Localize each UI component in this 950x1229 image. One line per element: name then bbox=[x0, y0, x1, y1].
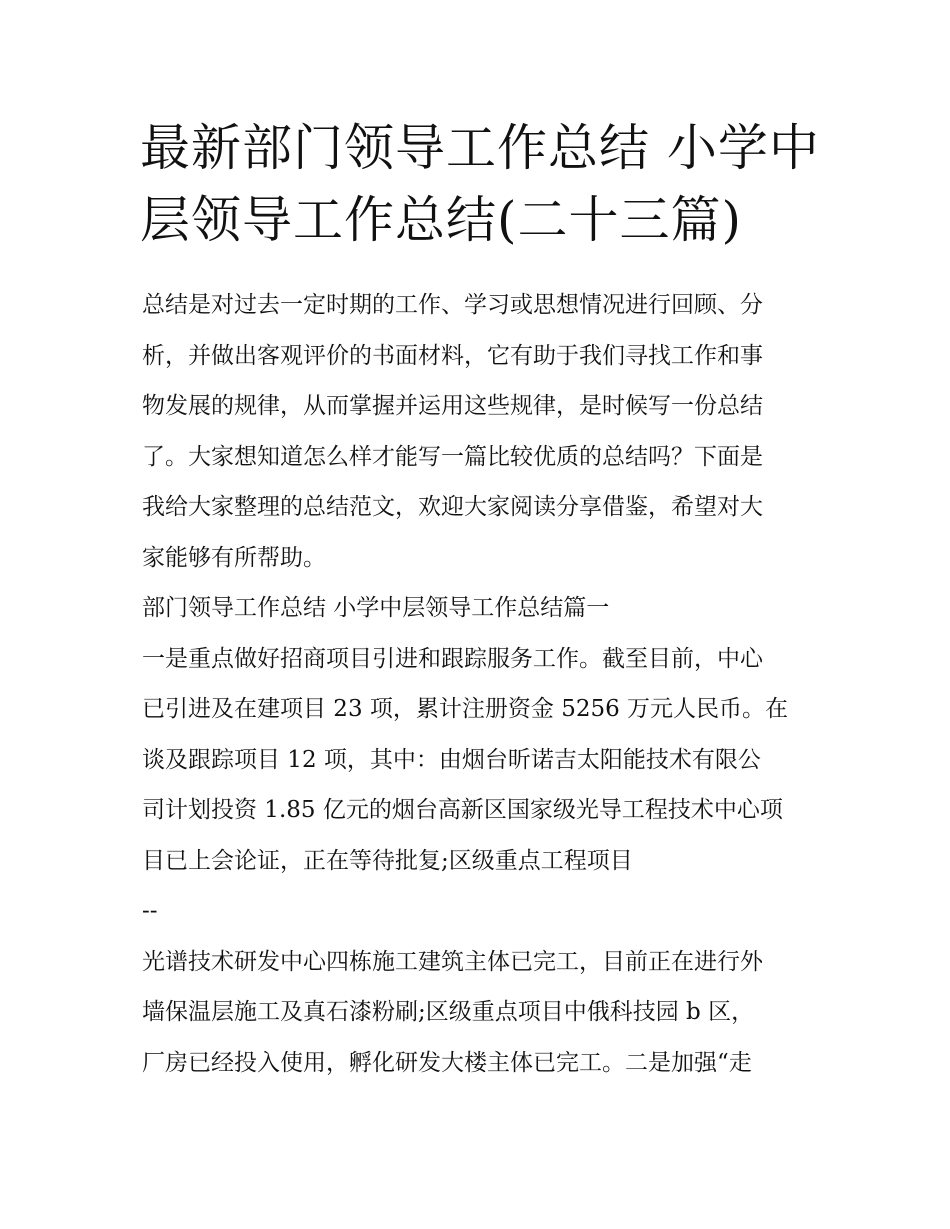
section-heading: 部门领导工作总结 小学中层领导工作总结篇一 bbox=[142, 595, 610, 621]
page-break-marker: -- bbox=[142, 898, 158, 924]
body-line: 司计划投资 1.85 亿元的烟台高新区国家级光导工程技术中心项 bbox=[142, 797, 783, 823]
title-line: 层领导工作总结(二十三篇) bbox=[140, 191, 743, 249]
body-line: 析，并做出客观评价的书面材料，它有助于我们寻找工作和事 bbox=[142, 342, 763, 369]
document-title bbox=[140, 112, 820, 256]
body-line: 了。大家想知道怎么样才能写一篇比较优质的总结吗？下面是 bbox=[142, 443, 763, 470]
body-line: 总结是对过去一定时期的工作、学习或思想情况进行回顾、分 bbox=[142, 292, 763, 318]
body-line: 一是重点做好招商项目引进和跟踪服务工作。截至目前，中心 bbox=[142, 645, 763, 672]
body-line: 物发展的规律，从而掌握并运用这些规律，是时候写一份总结 bbox=[142, 393, 763, 419]
body-line: 厂房已经投入使用，孵化研发大楼主体已完工。二是加强“走 bbox=[142, 1049, 752, 1076]
body-line: 我给大家整理的总结范文，欢迎大家阅读分享借鉴，希望对大 bbox=[142, 494, 763, 520]
body-line: 墙保温层施工及真石漆粉刷;区级重点项目中俄科技园 b 区， bbox=[142, 999, 755, 1025]
body-line: 目已上会论证，正在等待批复;区级重点工程项目 bbox=[142, 847, 633, 874]
body-line: 谈及跟踪项目 12 项，其中：由烟台昕诺吉太阳能技术有限公 bbox=[142, 746, 761, 773]
body-line: 家能够有所帮助。 bbox=[142, 544, 326, 571]
document-body bbox=[142, 280, 822, 1088]
body-line: 光谱技术研发中心四栋施工建筑主体已完工，目前正在进行外 bbox=[142, 948, 763, 975]
title-line: 最新部门领导工作总结 小学中 bbox=[140, 119, 820, 177]
body-line: 已引进及在建项目 23 项，累计注册资金 5256 万元人民币。在 bbox=[142, 696, 789, 722]
